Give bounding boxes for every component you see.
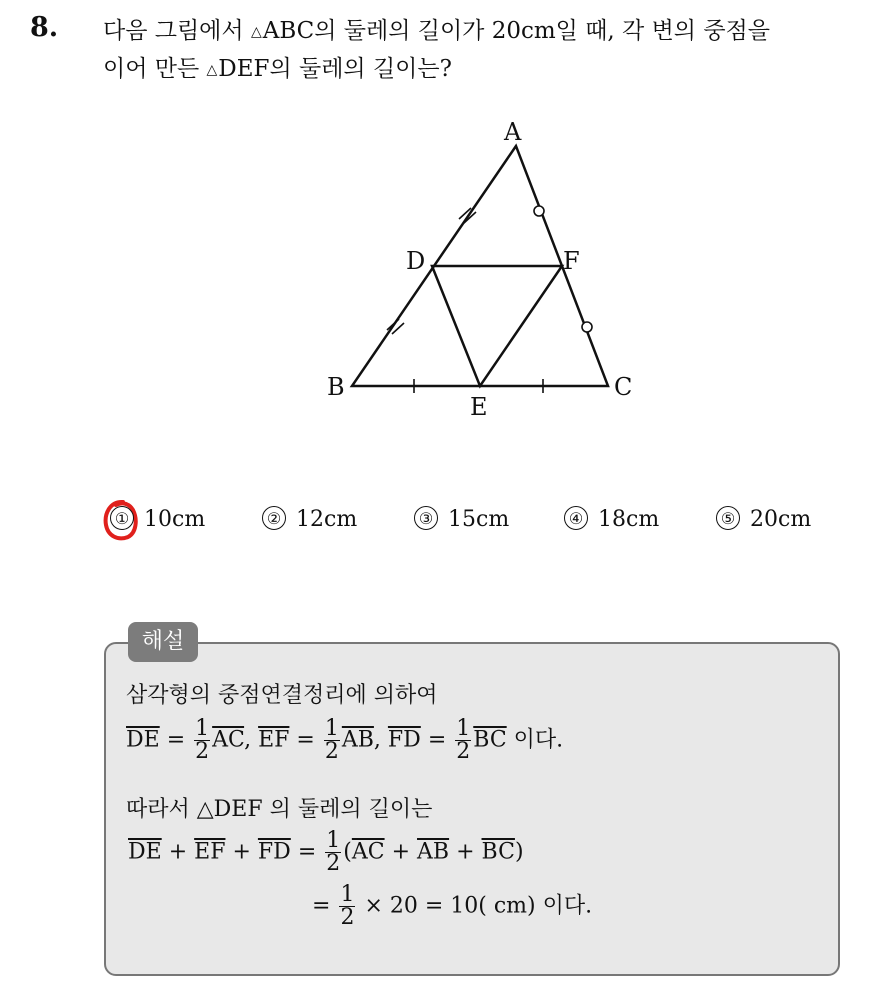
open-paren: ( (343, 839, 352, 865)
question-text-part: DEF의 둘레의 길이는? (218, 56, 452, 82)
choice-4[interactable] (564, 506, 659, 532)
equals: = (296, 727, 315, 753)
close-paren: ) (514, 839, 524, 865)
triangle-symbol: △ (250, 24, 262, 40)
choice-number: ④ (564, 506, 588, 530)
plus: + (168, 839, 188, 865)
plus: + (456, 839, 475, 865)
question-line-2 (103, 50, 873, 89)
denominator: 2 (456, 739, 471, 764)
equals: = (427, 727, 447, 753)
numerator: 1 (456, 716, 471, 741)
label-a: A (504, 118, 522, 146)
choice-text: 12cm (296, 507, 358, 532)
segment-de: $\overline{DE}$ (126, 727, 160, 753)
mark-fc (582, 322, 592, 332)
label-b: B (327, 373, 345, 401)
segment-ab: $\overline{AB}$ (417, 839, 450, 865)
choice-number: ② (262, 506, 286, 530)
fraction-half (324, 718, 340, 763)
plus: + (232, 839, 251, 865)
numerator: 1 (195, 716, 210, 741)
denominator: 2 (324, 739, 339, 764)
numerator: 1 (326, 828, 341, 853)
solution-line-1: 삼각형의 중점연결정리에 의하여 (126, 683, 438, 708)
triangle-figure (320, 112, 650, 422)
question-number: 8. (30, 12, 59, 43)
denominator: 2 (340, 905, 355, 930)
denominator: 2 (195, 739, 210, 764)
question-text-part: 다음 그림에서 (103, 18, 251, 44)
solution-line-4 (128, 830, 524, 875)
choice-1[interactable] (110, 506, 205, 532)
triangle-def (432, 266, 562, 386)
solution-tab: 해설 (128, 622, 198, 662)
question-line-1 (103, 12, 873, 51)
equals: = (297, 839, 317, 865)
fraction-half (325, 830, 341, 875)
question-text-part: 이어 만든 (103, 56, 207, 82)
choice-text: 15cm (448, 507, 510, 532)
segment-ef: $\overline{EF}$ (194, 839, 226, 865)
numerator: 1 (340, 882, 355, 907)
comma: , (373, 727, 381, 753)
label-d: D (406, 247, 426, 275)
choice-number: ① (110, 506, 134, 530)
denominator: 2 (326, 851, 341, 876)
plus: + (391, 839, 411, 865)
question-text-part: ABC의 둘레의 길이가 20cm일 때, 각 변의 중점을 (262, 18, 770, 44)
choice-number: ⑤ (716, 506, 740, 530)
label-f: F (563, 247, 580, 275)
solution-line-5 (312, 884, 592, 929)
label-e: E (470, 393, 488, 421)
choice-number: ③ (414, 506, 438, 530)
solution-text: 이다. (513, 727, 564, 753)
choice-5[interactable] (716, 506, 811, 532)
choice-text: 20cm (750, 507, 812, 532)
segment-bc: $\overline{BC}$ (481, 839, 515, 865)
segment-ef: $\overline{EF}$ (258, 727, 290, 753)
choice-text: 10cm (144, 507, 206, 532)
segment-ab: $\overline{AB}$ (341, 727, 374, 753)
comma: , (244, 727, 252, 753)
solution-line-3: 따라서 △DEF 의 둘레의 길이는 (126, 797, 433, 822)
segment-ac: $\overline{AC}$ (212, 727, 245, 753)
segment-fd: $\overline{FD}$ (257, 839, 291, 865)
choice-text: 18cm (598, 507, 660, 532)
label-c: C (614, 373, 633, 401)
solution-line-2 (126, 718, 563, 763)
equals: = (166, 727, 186, 753)
choice-3[interactable] (414, 506, 509, 532)
segment-fd: $\overline{FD}$ (387, 727, 421, 753)
segment-de: $\overline{DE}$ (128, 839, 162, 865)
numerator: 1 (324, 716, 339, 741)
mark-af (534, 206, 544, 216)
segment-ac: $\overline{AC}$ (351, 839, 385, 865)
triangle-symbol: △ (206, 62, 218, 78)
fraction-half (455, 718, 471, 763)
equals: = (312, 893, 331, 919)
solution-text: × 20 = 10( cm) 이다. (364, 893, 593, 919)
fraction-half (194, 718, 210, 763)
segment-bc: $\overline{BC}$ (473, 727, 507, 753)
answer-choices (0, 506, 884, 542)
fraction-half (339, 884, 355, 929)
choice-2[interactable] (262, 506, 357, 532)
